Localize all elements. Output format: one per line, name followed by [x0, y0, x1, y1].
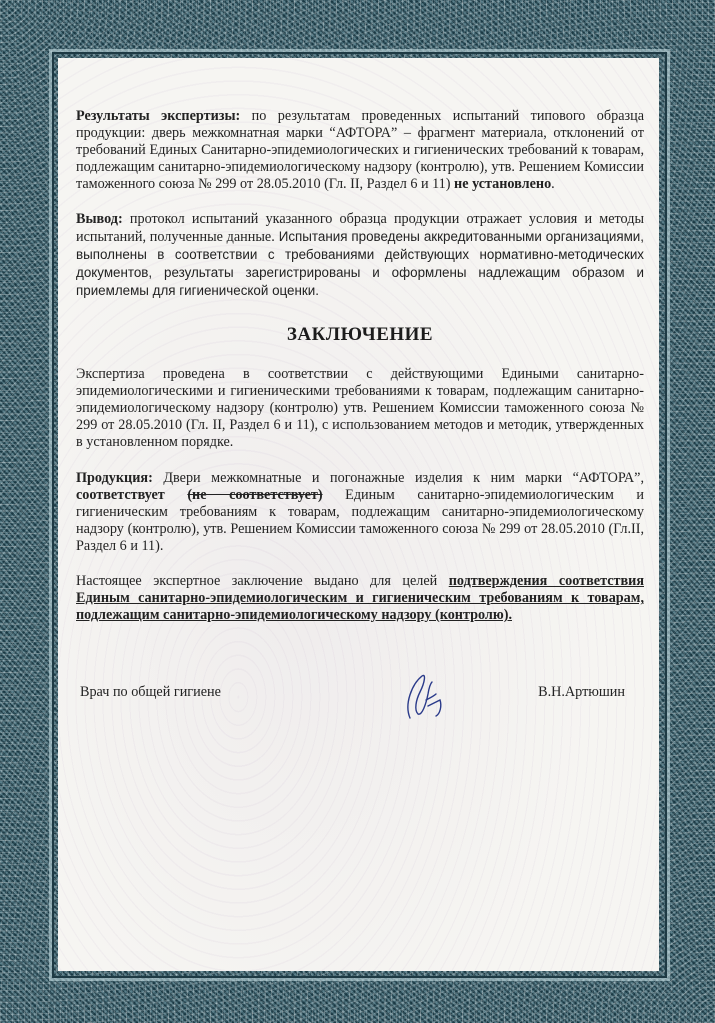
handwritten-signature: [396, 670, 456, 722]
signature-row: [80, 684, 625, 744]
conclusion-heading: ЗАКЛЮЧЕНИЕ: [286, 324, 434, 345]
signer-position: Врач по общей гигиене: [80, 684, 221, 700]
complies-text: соответствует: [76, 487, 165, 503]
conclusion-intro-paragraph: [76, 211, 644, 300]
purpose-underlined: подтверждения соответствия Единым санитарно-эпидемиологическим и гигиеническим требованиям к товарам, подлежащим санитарно-эпидемиологическому надзору (контролю).: [76, 573, 644, 623]
results-paragraph: [76, 108, 644, 193]
results-text: по результатам проведенных испытаний типового образца продукции: дверь межкомнатная марки “АФТОРА” – фрагмент материала, отклонений от требований Единых Санитарно-эпидемиологических и гигиенических требований к товарам, подлежащим санитарно-эпидемиологическому надзору (контролю), утв. Решением Комиссии таможенного союза № 299 от 28.05.2010 (Гл. II, Раздел 6 и 11): [76, 108, 644, 192]
results-emphasis: не установлено: [454, 176, 552, 192]
signer-name: В.Н.Артюшин: [538, 684, 625, 700]
product-rest: Единым санитарно-эпидемиологическим и гигиеническим требованиям к товарам, подлежащим санитарно-эпидемиологическому надзору (контролю), утв. Решением Комиссии таможенного союза № 299 от 28.05.2010 (Гл.II, Раздел 6 и 11).: [76, 487, 645, 554]
purpose-text: Настоящее экспертное заключение выдано для целей: [76, 573, 449, 589]
purpose-paragraph: [76, 573, 644, 624]
conclusion-intro-text-b: Испытания проведены аккредитованными организациями, выполнены в соответствии с требованиями действующих нормативно-методических документов, результаты зарегистрированы и оформлены надлежащим образом и приемлемы для гигиенической оценки.: [76, 229, 644, 298]
product-label: Продукция:: [76, 470, 153, 486]
conclusion-intro-label: Вывод:: [76, 211, 123, 227]
conclusion-intro-text-a: протокол испытаний указанного образца продукции отражает условия и методы испытаний, полученные данные.: [76, 211, 644, 245]
product-text: Двери межкомнатные и погонажные изделия к ним марки “АФТОРА”,: [152, 470, 644, 486]
not-complies-struck: (не соответствует): [187, 487, 323, 503]
results-end: .: [551, 176, 555, 192]
expertise-paragraph: Экспертиза проведена в соответствии с действующими Едиными санитарно-эпидемиологическими и гигиеническими требованиями к товарам, подлежащим санитарно-эпидемиологическому надзору (контролю) утв. Решением Комиссии таможенного союза № 299 от 28.05.2010 (Гл. II, Раздел 6 и 11), с использованием методов и методик, утвержденных в установленном порядке.: [76, 366, 644, 450]
document-body: [76, 108, 644, 624]
results-label: Результаты экспертизы:: [76, 108, 241, 124]
product-paragraph: [76, 470, 644, 555]
